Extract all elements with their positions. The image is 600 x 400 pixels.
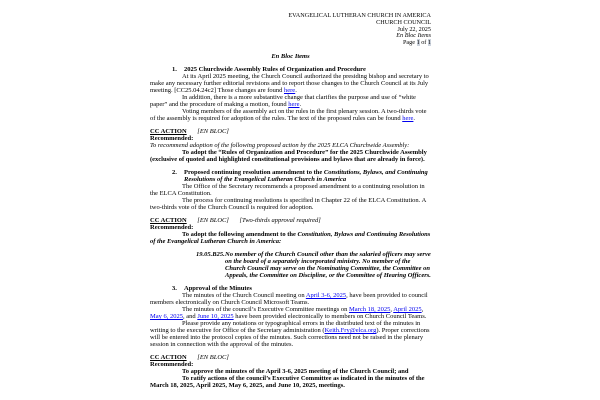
- item-2-paragraph: The process for continuing resolutions is specified in Chapter 22 of the ELCA Constitution. A two-thirds vote of the Church Council is required for adoption.: [150, 196, 426, 211]
- text-run: The minutes of the Church Council meeting on: [182, 291, 306, 299]
- provision-text: No member of the Church Council other than the salaried officers may serve on the board of a separately incorporated ministry. No member of the Church Council may serve on the Nominating Committee, the Committee on Appeals, the Committee on Discipline, or the Committee of Hearing Officers.: [225, 250, 431, 279]
- text-run: Voting members of the assembly act on the rules in the first plenary session. A two-thirds vote of the assembly is required for adoption of the rules. The text of the proposed rules can be found: [150, 107, 427, 122]
- cc-action-intro: To recommend adoption of the following proposed action by the 2025 ELCA Churchwide Assembly:: [150, 141, 410, 149]
- hyperlink[interactable]: here: [284, 86, 296, 94]
- text-run: Constitutions, Bylaws, and Continuing Resolutions of the Evangelical Lutheran Church in America: [184, 168, 428, 183]
- cc-action-text: To approve the minutes of the April 3-6, 2025 meeting of the Church Council; and: [182, 367, 409, 375]
- text-run: of: [419, 39, 428, 47]
- en-bloc-tag: [EN BLOC]: [197, 353, 229, 361]
- item-2-heading: [150, 169, 431, 183]
- cc-action-label: CC ACTION: [150, 127, 187, 135]
- page-number-field: 1: [416, 39, 420, 47]
- text-run: ). Proper corrections will be entered into the protocol copies of the minutes. Such corrections need not be raised in the plenary session in connection with the approval of the minutes.: [150, 326, 430, 348]
- cc-action-block-3: [150, 354, 431, 389]
- cc-action-block-1: [150, 128, 431, 163]
- item-2-paragraph: The Office of the Secretary recommends a proposed amendment to a continuing resolution in the ELCA Constitution.: [150, 182, 425, 197]
- cc-action-block-2: [150, 217, 431, 245]
- page-number: [150, 40, 431, 47]
- agenda-item-2: [150, 169, 431, 211]
- page-number-field: 1: [427, 39, 431, 47]
- hyperlink[interactable]: here: [402, 114, 414, 122]
- cc-action-text: To adopt the “Rules of Organization and Procedure” for the 2025 Churchwide Assembly (exclusive of quoted and highlighted constitutional provisions and bylaws that are already in force).: [150, 148, 427, 163]
- hyperlink[interactable]: Keith.Fry@elca.org: [324, 326, 377, 334]
- hyperlink[interactable]: here: [288, 100, 300, 108]
- two-thirds-tag: [Two-thirds approval required]: [239, 216, 321, 224]
- item-1-heading: [150, 66, 431, 73]
- hyperlink[interactable]: May 6, 2025: [150, 312, 184, 320]
- agenda-item-1: [150, 66, 431, 122]
- hyperlink[interactable]: April 2025: [393, 305, 422, 313]
- recommended-label: Recommended:: [150, 134, 194, 142]
- provision-number: 19.05.B25.: [196, 250, 225, 258]
- text-run: Page: [402, 39, 417, 47]
- text-run: In addition, there is a more substantive change that clarifies the purpose and use of “white paper” and the procedure of making a motion, found: [150, 93, 416, 108]
- page-header: [150, 13, 431, 47]
- item-2-title: [184, 169, 431, 183]
- item-1-paragraph: [150, 73, 431, 94]
- cc-action-label: CC ACTION: [150, 353, 187, 361]
- document-body: [150, 13, 431, 389]
- recommended-label: Recommended:: [150, 223, 194, 231]
- item-3-paragraph: [150, 306, 431, 320]
- item-1-number: 1.: [172, 65, 177, 73]
- text-run: ,: [421, 305, 424, 313]
- text-run: At its April 2025 meeting, the Church Council authorized the presiding bishop and secretary to make any necessary further editorial revisions and to report those changes to the Church Council at its July meeting. [CC25.04.24c2] Those changes are found: [150, 72, 429, 94]
- cc-action-header: [150, 128, 431, 135]
- item-2-number: 2.: [172, 168, 177, 176]
- hyperlink[interactable]: June 10, 2025: [197, 312, 234, 320]
- hyperlink[interactable]: April 3-6, 2025: [305, 291, 347, 299]
- text-run: .: [413, 114, 416, 122]
- recommended-label: Recommended:: [150, 360, 194, 368]
- cc-action-text: [150, 231, 431, 245]
- continuing-resolution: [150, 251, 431, 279]
- text-run: , and: [183, 312, 198, 320]
- text-run: .: [295, 86, 297, 94]
- cc-action-header: [150, 217, 431, 224]
- item-3-paragraph: [150, 292, 431, 306]
- text-run: ,: [390, 305, 394, 313]
- meeting-date: July 22, 2025: [397, 25, 431, 33]
- text-run: .: [299, 100, 302, 108]
- item-3-paragraph: [150, 320, 431, 348]
- hyperlink[interactable]: March 18, 2025: [348, 305, 391, 313]
- item-1-paragraph: [150, 94, 431, 108]
- agenda-item-3: [150, 285, 431, 348]
- text-run: The minutes of the council’s Executive Committee meetings on: [182, 305, 349, 313]
- text-run: Proposed continuing resolution amendment to the: [184, 168, 324, 176]
- item-3-heading: [150, 285, 431, 292]
- text-run: Constitution, Bylaws and Continuing Resolutions of the Evangelical Lutheran Church in America:: [150, 230, 431, 245]
- text-run: To adopt the following amendment to the: [182, 230, 298, 238]
- cc-action-header: [150, 354, 431, 361]
- council-name: CHURCH COUNCIL: [376, 18, 431, 26]
- cc-action-label: CC ACTION: [150, 216, 187, 224]
- item-3-number: 3.: [172, 284, 177, 292]
- doc-type: En Bloc Items: [396, 32, 431, 40]
- org-name: EVANGELICAL LUTHERAN CHURCH IN AMERICA: [288, 12, 431, 19]
- text-run: Please provide any notations or typographical errors in the distributed text of the minutes in writing to the executive for Office of the Secretary administration (: [150, 319, 421, 334]
- item-1-title: 2025 Churchwide Assembly Rules of Organization and Procedure: [184, 65, 366, 73]
- item-1-paragraph: [150, 108, 431, 122]
- page-title: En Bloc Items: [271, 52, 310, 60]
- en-bloc-tag: [EN BLOC]: [197, 216, 229, 224]
- cc-action-text: To ratify actions of the council’s Executive Committee as indicated in the minutes of the March 18, 2025, April 2025, May 6, 2025, and June 10, 2025, meetings.: [150, 374, 425, 389]
- en-bloc-tag: [EN BLOC]: [197, 127, 229, 135]
- text-run: have been provided electronically to members on Church Council Teams.: [233, 312, 427, 320]
- item-3-title: Approval of the Minutes: [184, 284, 252, 292]
- text-run: , have been provided to council members electronically on Church Council Microsoft Teams.: [150, 291, 428, 306]
